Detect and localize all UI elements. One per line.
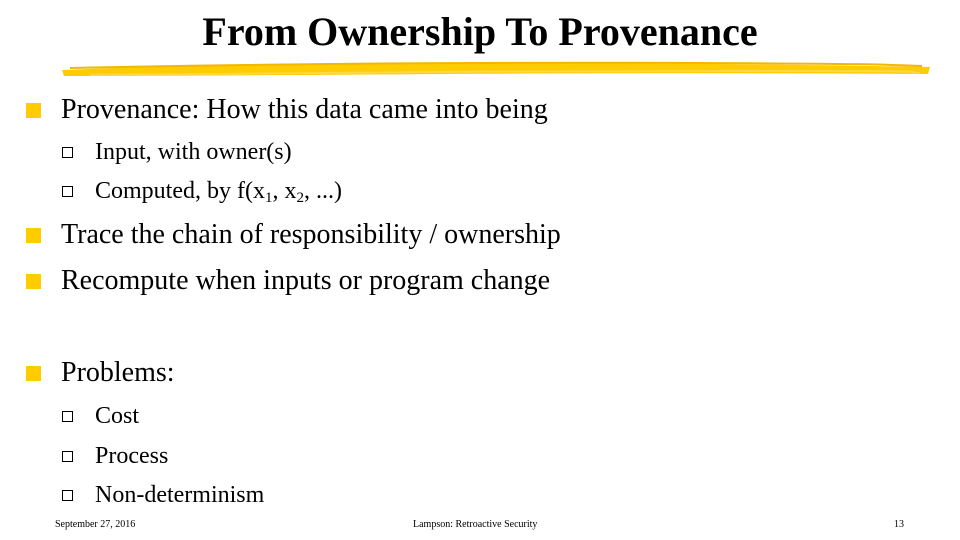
hollow-square-bullet-icon (62, 490, 73, 501)
bullet-text: Provenance: How this data came into being (61, 94, 548, 125)
bullet-square-icon (26, 274, 41, 289)
computed-prefix: Computed, by f(x (95, 178, 265, 204)
bullet-square-icon (26, 366, 41, 381)
computed-suffix: , ...) (303, 178, 342, 204)
footer-title: Lampson: Retroactive Security (413, 519, 538, 530)
bullet-text: Trace the chain of responsibility / ownership (61, 219, 561, 250)
hollow-square-bullet-icon (62, 147, 73, 158)
subscript-1: 1 (264, 190, 273, 206)
computed-mid: , x (272, 178, 297, 204)
bullet-square-icon (26, 103, 41, 118)
hollow-square-bullet-icon (62, 186, 73, 197)
footer-date: September 27, 2016 (55, 519, 136, 530)
subbullet-text (95, 176, 342, 206)
title-underline-brushstroke (60, 56, 932, 82)
subbullet-text: Cost (95, 403, 140, 429)
bullet-text: Problems: (61, 357, 175, 388)
footer-page-number: 13 (894, 519, 904, 530)
bullet-square-icon (26, 228, 41, 243)
bullet-text: Recompute when inputs or program change (61, 265, 551, 296)
subscript-2: 2 (296, 190, 304, 206)
hollow-square-bullet-icon (62, 451, 73, 462)
hollow-square-bullet-icon (62, 411, 73, 422)
subbullet-text: Input, with owner(s) (95, 139, 292, 165)
subbullet-text: Process (95, 443, 169, 469)
slide-title: From Ownership To Provenance (202, 9, 758, 54)
subbullet-text: Non-determinism (95, 482, 265, 508)
